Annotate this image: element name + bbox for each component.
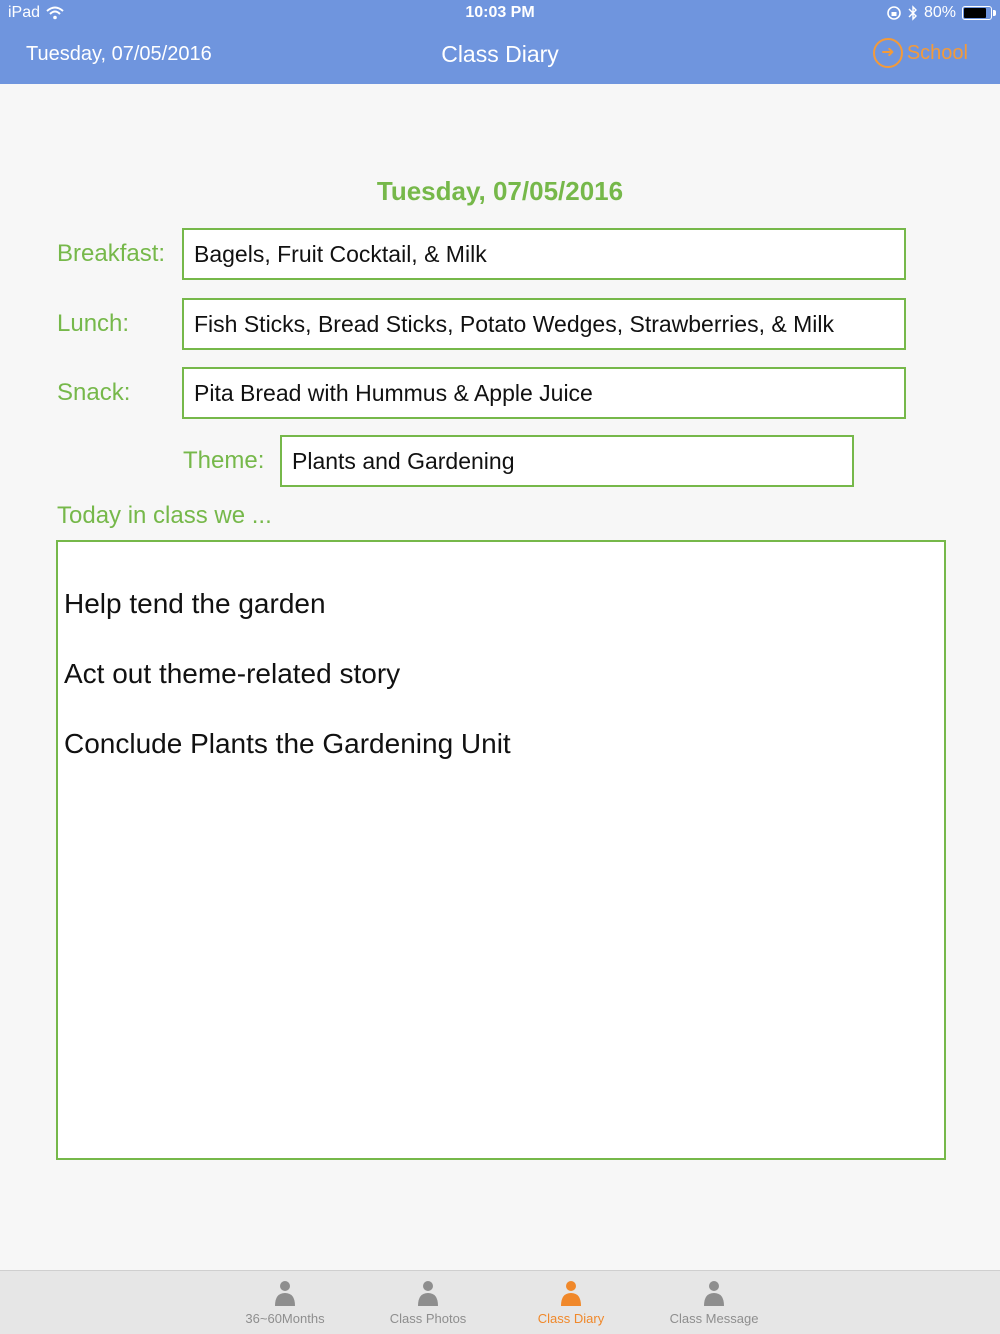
lunch-label: Lunch: [57, 310, 130, 337]
tab-class-photos[interactable] [358, 1271, 498, 1334]
person-icon [416, 1279, 440, 1307]
battery-percent: 80% [923, 4, 956, 21]
nav-date: Tuesday, 07/05/2016 [26, 43, 212, 65]
diary-date-heading: Tuesday, 07/05/2016 [376, 176, 624, 206]
battery-icon [962, 6, 992, 20]
breakfast-label: Breakfast: [57, 240, 166, 267]
activity-line: Act out theme-related story [64, 658, 401, 689]
bluetooth-icon [908, 5, 918, 21]
today-in-class-label: Today in class we ... [57, 502, 272, 529]
snack-label: Snack: [57, 379, 131, 406]
tab-class-diary[interactable] [501, 1271, 641, 1334]
tab-label: Class Photos [389, 1311, 467, 1326]
tab-bar [0, 1270, 1000, 1334]
school-button[interactable] [873, 38, 968, 68]
tab-36-60-months[interactable] [215, 1271, 355, 1334]
status-right [886, 4, 992, 22]
rotation-lock-icon [886, 5, 902, 21]
tab-label: 36~60Months [245, 1311, 325, 1326]
tab-class-message[interactable] [644, 1271, 784, 1334]
snack-field[interactable]: Pita Bread with Hummus & Apple Juice [182, 367, 906, 419]
person-icon [702, 1279, 726, 1307]
page-title: Class Diary [441, 41, 559, 67]
arrow-right-circle-icon: ➜ [873, 38, 903, 68]
theme-field[interactable]: Plants and Gardening [280, 435, 854, 487]
tab-label: Class Message [669, 1311, 759, 1326]
activity-line: Help tend the garden [64, 588, 326, 619]
carrier-label: iPad [8, 4, 41, 21]
lunch-field[interactable]: Fish Sticks, Bread Sticks, Potato Wedges, Strawberries, & Milk [182, 298, 906, 350]
status-time: 10:03 PM [465, 4, 535, 21]
breakfast-field[interactable]: Bagels, Fruit Cocktail, & Milk [182, 228, 906, 280]
person-icon [273, 1279, 297, 1307]
person-icon [559, 1279, 583, 1307]
navigation-bar [0, 0, 1000, 84]
theme-label: Theme: [183, 447, 265, 474]
status-bar [0, 0, 1000, 28]
class-activities-textarea[interactable] [56, 540, 946, 1160]
activity-line: Conclude Plants the Gardening Unit [64, 728, 511, 759]
school-button-label: School [906, 41, 968, 64]
tab-label: Class Diary [537, 1311, 605, 1326]
